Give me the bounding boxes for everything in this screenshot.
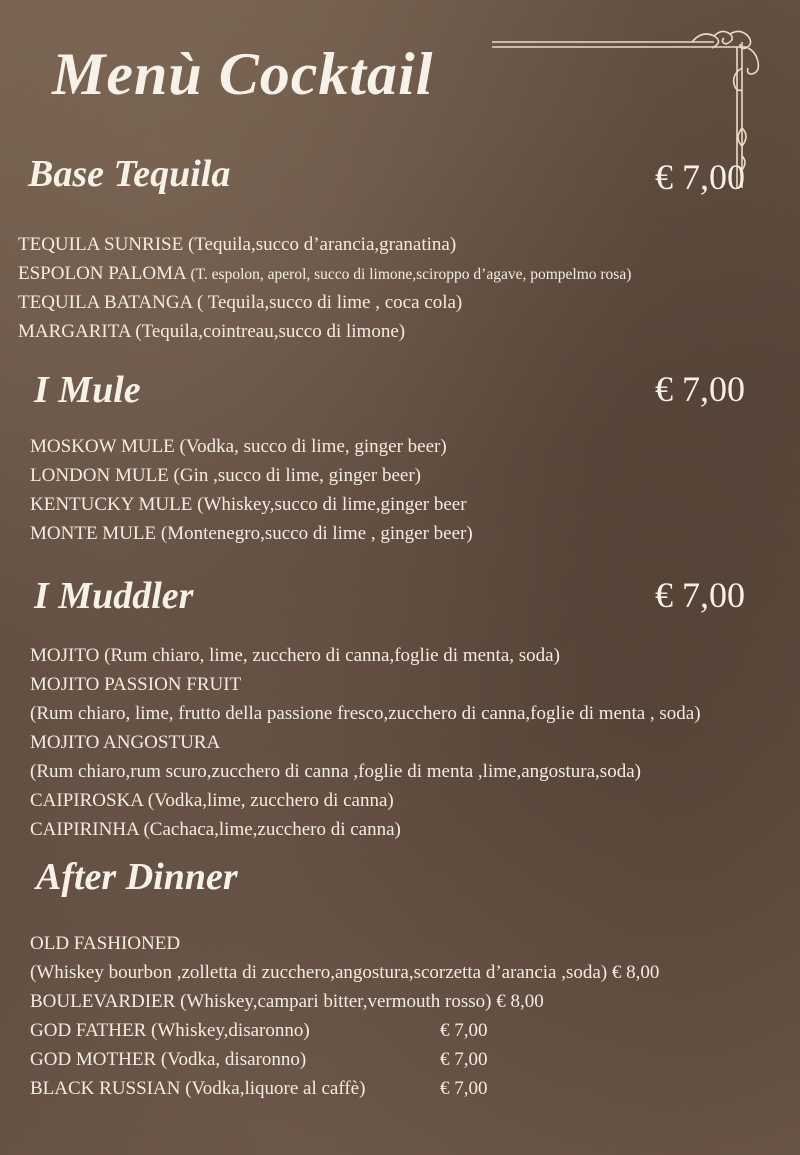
- list-item: MARGARITA (Tequila,cointreau,succo di limone): [18, 321, 406, 342]
- list-item: BOULEVARDIER (Whiskey,campari bitter,vermouth rosso) € 8,00: [30, 991, 544, 1012]
- list-item: KENTUCKY MULE (Whiskey,succo di lime,ginger beer: [30, 494, 467, 515]
- list-item: MOJITO (Rum chiaro, lime, zucchero di canna,foglie di menta, soda): [30, 645, 560, 666]
- menu-title: Menù Cocktail: [52, 41, 434, 107]
- list-item: MOSKOW MULE (Vodka, succo di lime, ginger beer): [30, 436, 447, 457]
- section-title-mule: I Mule: [34, 369, 141, 411]
- item-name: ESPOLON PALOMA: [18, 263, 186, 284]
- list-item: [18, 259, 631, 288]
- item-list-base-tequila: [18, 230, 631, 346]
- section-price-base-tequila: € 7,00: [655, 157, 745, 197]
- item-detail: (T. espolon, aperol, succo di limone,sciroppo d’agave, pompelmo rosa): [190, 266, 632, 283]
- list-item: [30, 1045, 659, 1074]
- section-title-base-tequila: Base Tequila: [28, 153, 231, 195]
- section-price-mule: € 7,00: [655, 369, 745, 409]
- list-item: (Rum chiaro, lime, frutto della passione fresco,zucchero di canna,foglie di menta , soda): [30, 703, 701, 724]
- item-list-muddler: [30, 641, 701, 844]
- list-item: (Whiskey bourbon ,zolletta di zucchero,angostura,scorzetta d’arancia ,soda) € 8,00: [30, 962, 660, 983]
- list-item: LONDON MULE (Gin ,succo di lime, ginger beer): [30, 465, 421, 486]
- item-price: € 7,00: [440, 1049, 488, 1070]
- section-title-muddler: I Muddler: [34, 575, 194, 617]
- list-item: [30, 1016, 659, 1045]
- item-list-mule: [30, 432, 473, 548]
- list-item: MOJITO PASSION FRUIT: [30, 674, 242, 695]
- section-price-muddler: € 7,00: [655, 575, 745, 615]
- item-name: BLACK RUSSIAN (Vodka,liquore al caffè): [30, 1078, 366, 1099]
- list-item: TEQUILA BATANGA ( Tequila,succo di lime , coca cola): [18, 292, 463, 313]
- list-item: TEQUILA SUNRISE (Tequila,succo d’arancia,granatina): [18, 234, 457, 255]
- item-price: € 7,00: [440, 1020, 488, 1041]
- list-item: [30, 1074, 659, 1103]
- item-name: GOD FATHER (Whiskey,disaronno): [30, 1020, 310, 1041]
- item-name: GOD MOTHER (Vodka, disaronno): [30, 1049, 307, 1070]
- item-list-after-dinner: [30, 929, 659, 1103]
- section-title-after-dinner: After Dinner: [36, 856, 238, 898]
- list-item: CAIPIROSKA (Vodka,lime, zucchero di canna): [30, 790, 394, 811]
- list-item: OLD FASHIONED: [30, 933, 181, 954]
- list-item: (Rum chiaro,rum scuro,zucchero di canna ,foglie di menta ,lime,angostura,soda): [30, 761, 641, 782]
- list-item: CAIPIRINHA (Cachaca,lime,zucchero di canna): [30, 819, 401, 840]
- list-item: MONTE MULE (Montenegro,succo di lime , ginger beer): [30, 523, 473, 544]
- list-item: MOJITO ANGOSTURA: [30, 732, 221, 753]
- item-price: € 7,00: [440, 1078, 488, 1099]
